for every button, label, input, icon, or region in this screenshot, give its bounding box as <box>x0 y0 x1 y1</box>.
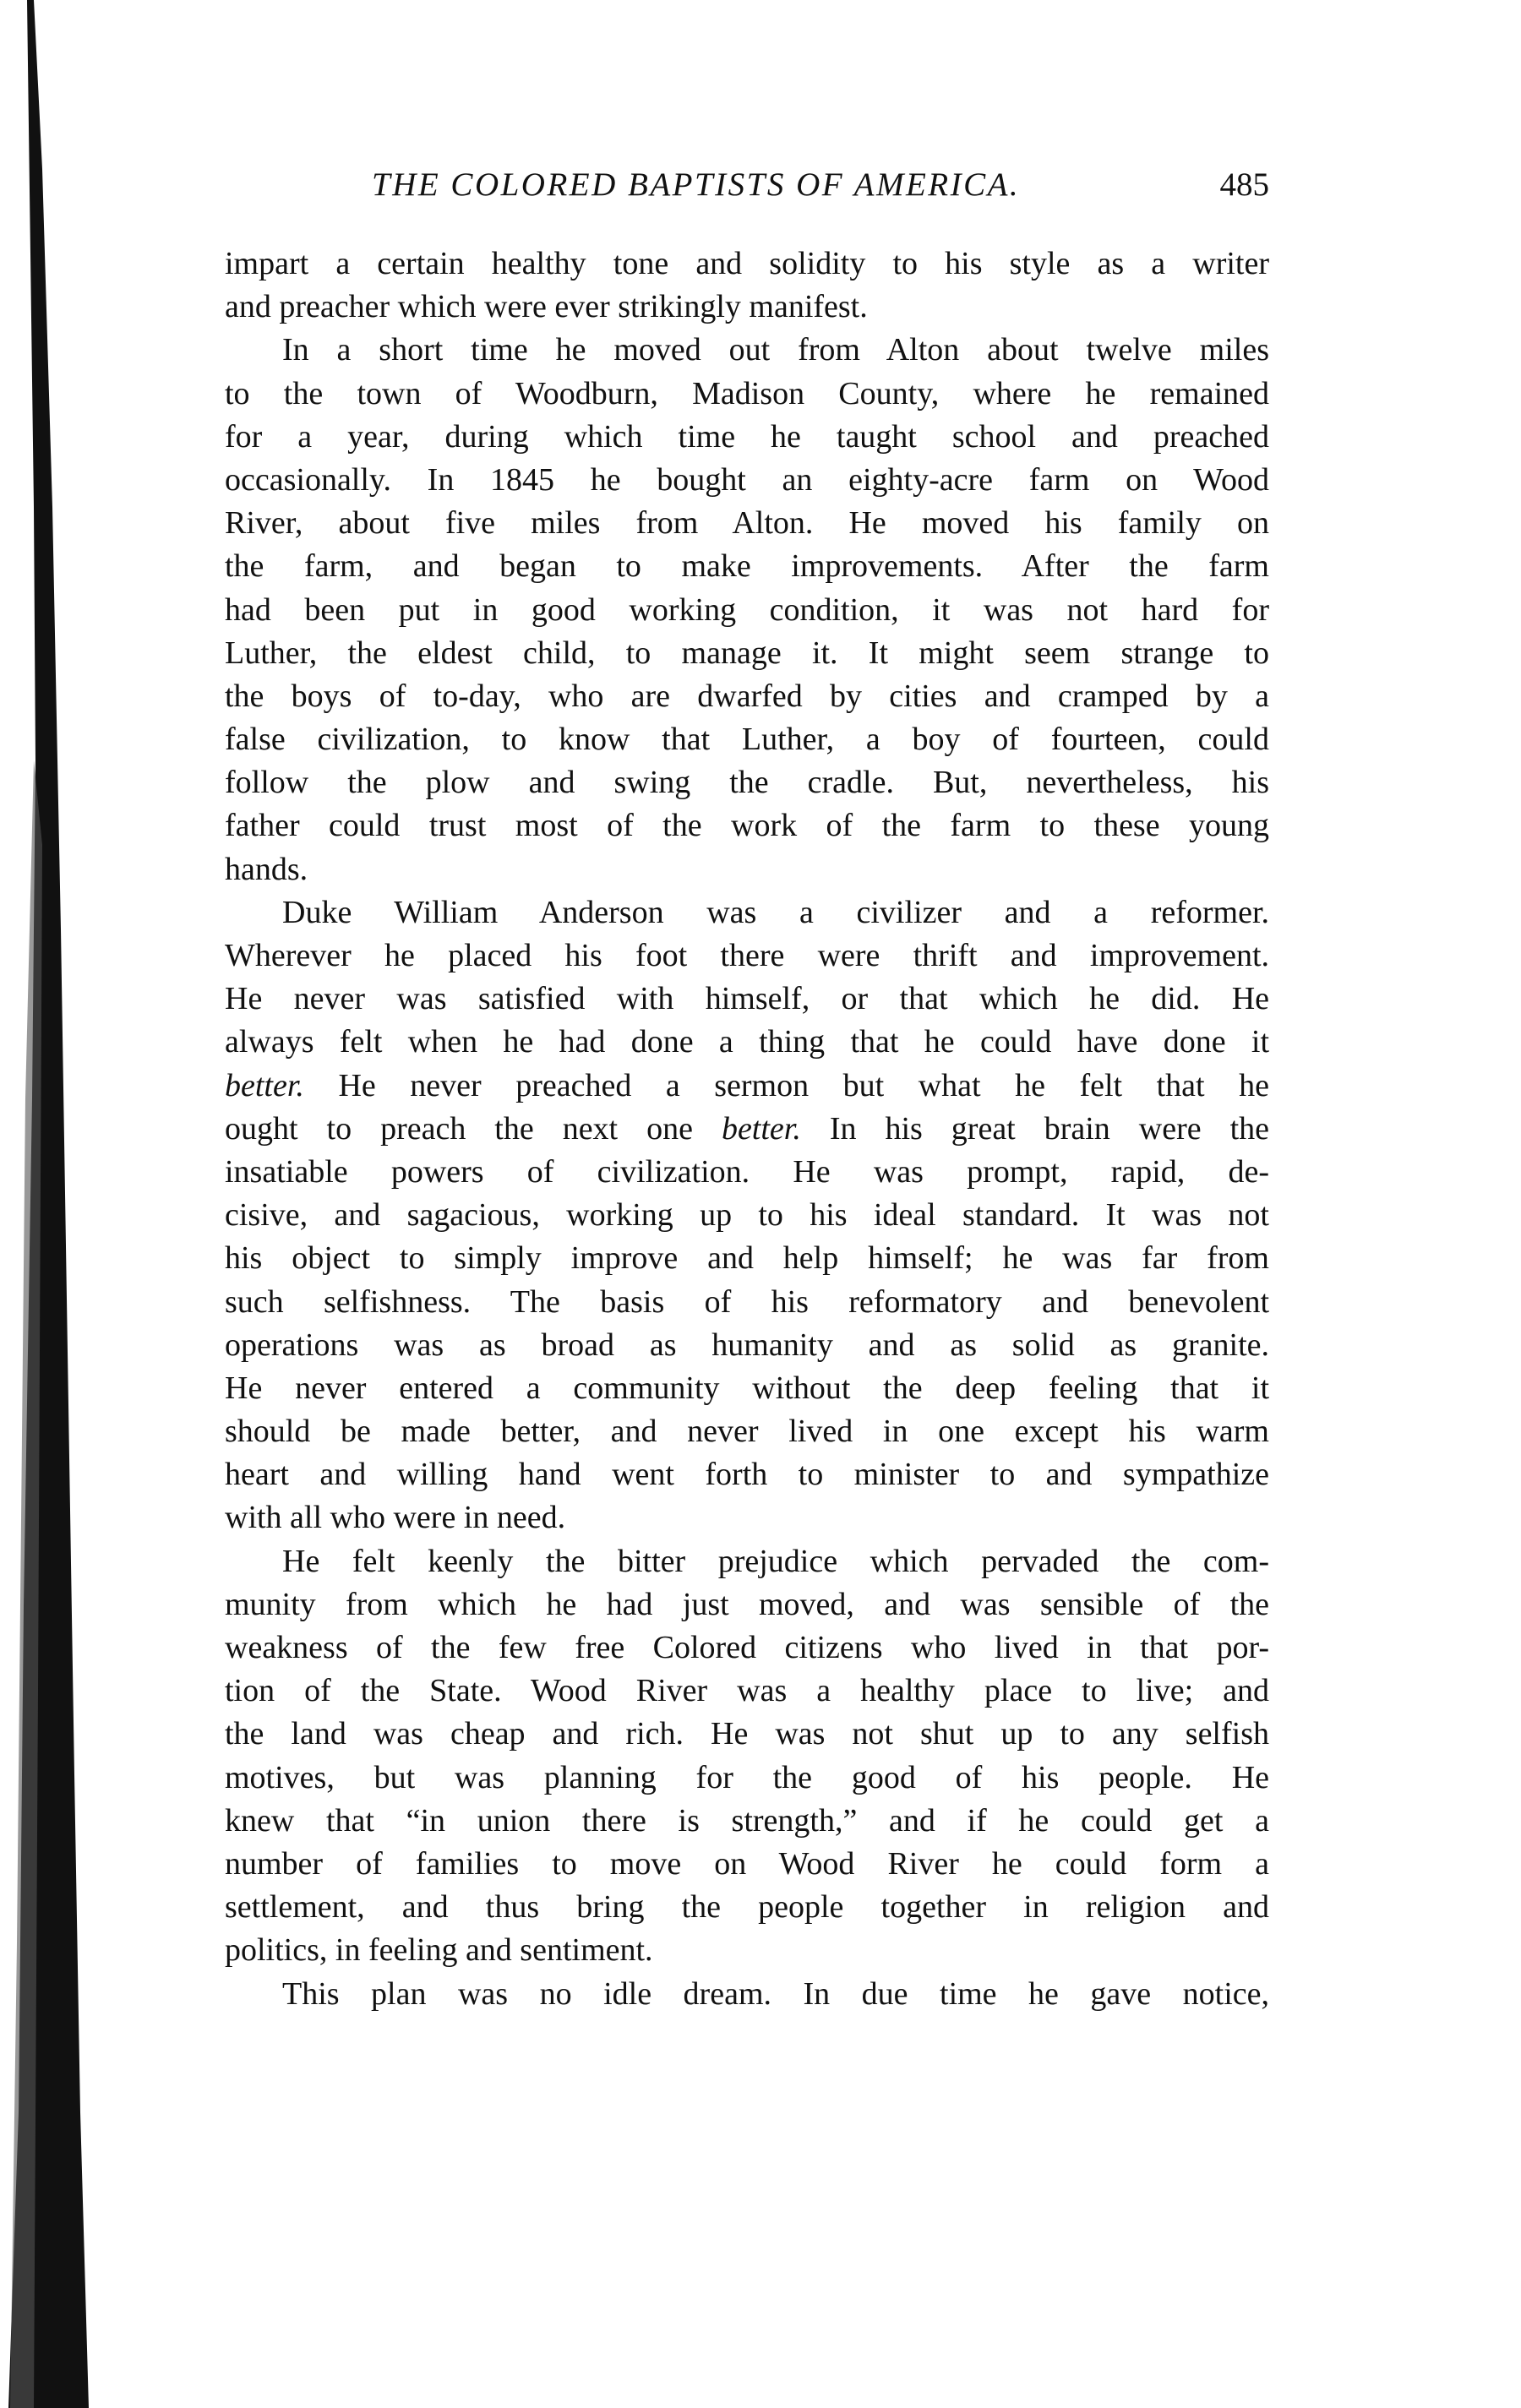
text-line <box>225 1194 1269 1237</box>
text-span: impart a certain healthy tone and solidity to his style as a writer <box>225 246 1269 281</box>
text-line <box>225 329 1269 372</box>
text-line <box>225 1021 1269 1064</box>
text-span: the land was cheap and rich. He was not shut up to any selfish <box>225 1716 1269 1752</box>
text-line <box>225 761 1269 804</box>
text-line <box>225 1583 1269 1626</box>
running-title: THE COLORED BAPTISTS OF AMERICA. <box>372 166 1021 203</box>
text-line <box>225 589 1269 632</box>
text-line <box>225 1237 1269 1280</box>
text-span: and preacher which were ever strikingly manifest. <box>225 289 868 325</box>
text-span: hands. <box>225 851 308 887</box>
text-line <box>225 934 1269 978</box>
text-line <box>225 1626 1269 1670</box>
text-line <box>225 242 1269 286</box>
text-span: such selfishness. The basis of his reformatory and benevolent <box>225 1283 1269 1320</box>
text-span: cisive, and sagacious, working up to his ideal standard. It was not <box>225 1197 1269 1234</box>
text-span: the boys of to-day, who are dwarfed by cities and cramped by a <box>225 678 1269 714</box>
text-span: insatiable powers of civilization. He was prompt, rapid, de- <box>225 1153 1269 1190</box>
page-number: 485 <box>1219 166 1269 203</box>
text-line <box>225 632 1269 675</box>
text-line <box>225 1670 1269 1713</box>
text-span: knew that “in union there is strength,” and if he could get a <box>225 1802 1269 1839</box>
text-span: his object to simply improve and help himself; he was far from <box>225 1240 1269 1277</box>
text-span: He never entered a community without the deep feeling that it <box>225 1370 1269 1406</box>
text-span: Luther, the eldest child, to manage it. It might seem strange to <box>225 635 1269 671</box>
text-line <box>225 373 1269 416</box>
text-span: false civilization, to know that Luther, a boy of fourteen, could <box>225 722 1269 758</box>
text-line <box>225 416 1269 459</box>
text-line <box>225 1496 1269 1539</box>
page-header <box>372 166 1269 213</box>
text-line <box>225 1800 1269 1843</box>
text-line <box>225 502 1269 545</box>
text-span: Wherever he placed his foot there were thrift and improvement. <box>225 938 1269 973</box>
text-line <box>225 1973 1269 2016</box>
text-span: In his great brain were the <box>800 1110 1269 1147</box>
text-line <box>225 848 1269 891</box>
text-span: settlement, and thus bring the people together in religion and <box>225 1889 1269 1926</box>
text-span: Duke William Anderson was a civilizer and a reformer. <box>282 894 1269 930</box>
text-line <box>225 286 1269 329</box>
text-line <box>225 1065 1269 1108</box>
text-span: for a year, during which time he taught school and preached <box>225 418 1269 455</box>
text-span: In a short time he moved out from Alton about twelve miles <box>282 332 1269 368</box>
text-span: had been put in good working condition, it was not hard for <box>225 591 1269 628</box>
text-span: father could trust most of the work of the farm to these young <box>225 808 1269 844</box>
text-line <box>225 1151 1269 1194</box>
text-line <box>225 1886 1269 1929</box>
text-line <box>225 804 1269 847</box>
text-span: He never was satisfied with himself, or that which he did. He <box>225 981 1269 1017</box>
text-span: He never preached a sermon but what he felt that he <box>303 1067 1269 1103</box>
text-span: ought to preach the next one <box>225 1110 722 1147</box>
text-line <box>225 1281 1269 1324</box>
body-text <box>225 242 1269 2016</box>
text-span: heart and willing hand went forth to minister to and sympathize <box>225 1457 1269 1493</box>
text-span: occasionally. In 1845 he bought an eighty-acre farm on Wood <box>225 461 1269 498</box>
text-line <box>225 459 1269 502</box>
text-line <box>225 675 1269 718</box>
text-line <box>225 1410 1269 1453</box>
text-line <box>225 1929 1269 1972</box>
text-span: with all who were in need. <box>225 1500 566 1536</box>
text-span: number of families to move on Wood River he could form a <box>225 1845 1269 1882</box>
italic-text: better. <box>225 1067 304 1103</box>
text-span: politics, in feeling and sentiment. <box>225 1932 653 1969</box>
text-span: motives, but was planning for the good of his people. He <box>225 1759 1269 1795</box>
text-span: the farm, and began to make improvements. After the farm <box>225 548 1269 585</box>
text-span: should be made better, and never lived in one except his warm <box>225 1414 1269 1450</box>
text-line <box>225 1540 1269 1583</box>
text-line <box>225 1108 1269 1151</box>
text-span: weakness of the few free Colored citizens who lived in that por- <box>225 1630 1269 1665</box>
text-span: River, about five miles from Alton. He moved his family on <box>225 505 1269 542</box>
text-line <box>225 545 1269 588</box>
text-line <box>225 1367 1269 1410</box>
text-line <box>225 718 1269 761</box>
text-span: He felt keenly the bitter prejudice which pervaded the com- <box>282 1543 1269 1579</box>
text-span: always felt when he had done a thing that he could have done it <box>225 1024 1269 1060</box>
text-span: tion of the State. Wood River was a healthy place to live; and <box>225 1673 1269 1709</box>
text-span: follow the plow and swing the cradle. But, nevertheless, his <box>225 765 1269 801</box>
text-line <box>225 1843 1269 1886</box>
text-line <box>225 1453 1269 1496</box>
text-span: operations was as broad as humanity and as solid as granite. <box>225 1327 1269 1363</box>
text-line <box>225 1713 1269 1756</box>
text-span: munity from which he had just moved, and was sensible of the <box>225 1586 1269 1622</box>
italic-text: better. <box>721 1110 801 1147</box>
text-line <box>225 1757 1269 1800</box>
text-span: This plan was no idle dream. In due time he gave notice, <box>282 1975 1269 2012</box>
text-line <box>225 1324 1269 1367</box>
text-line <box>225 891 1269 934</box>
binding-edge-shadow <box>0 0 169 2408</box>
text-span: to the town of Woodburn, Madison County, where he remained <box>225 375 1269 411</box>
text-line <box>225 978 1269 1021</box>
